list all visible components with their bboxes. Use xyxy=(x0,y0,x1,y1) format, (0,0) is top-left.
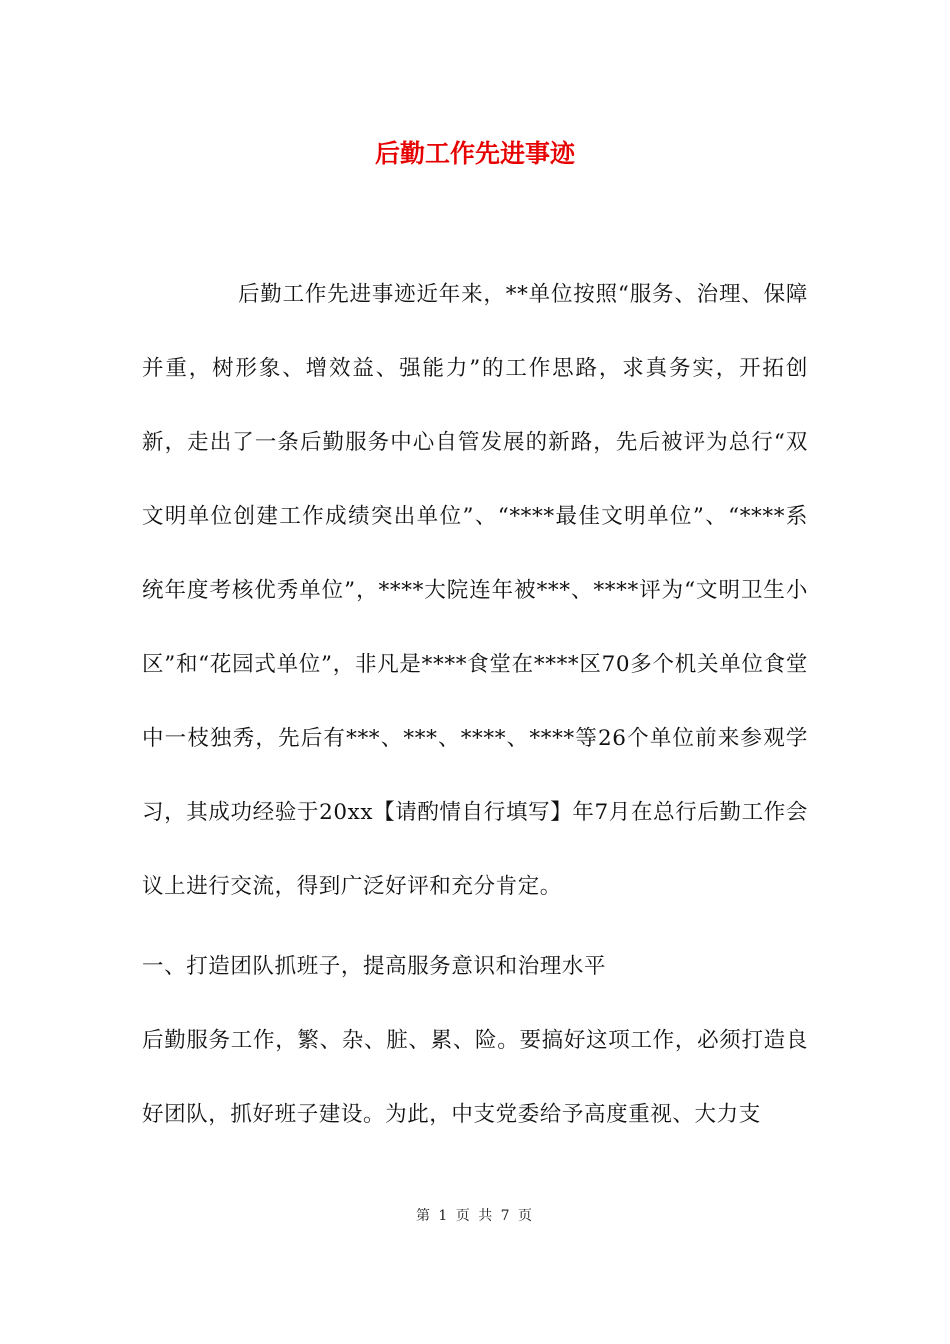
intro-paragraph: 后勤工作先进事迹近年来，**单位按照“服务、治理、保障并重，树形象、增效益、强能力”的工作思路，求真务实，开拓创新，走出了一条后勤服务中心自管发展的新路，先后被评为总行“双文明单位创建工作成绩突出单位”、“****最佳文明单位”、“****系统年度考核优秀单位”，****大院连年被***、****评为“文明卫生小区”和“花园式单位”，非凡是****食堂在****区70多个机关单位食堂中一枝独秀，先后有***、***、****、****等26个单位前来参观学习，其成功经验于20xx【请酌情自行填写】年7月在总行后勤工作会议上进行交流，得到广泛好评和充分肯定。 xyxy=(142,282,808,899)
page-number-footer: 第 1 页 共 7 页 xyxy=(415,1208,535,1224)
section-heading: 一、打造团队抓班子，提高服务意识和治理水平 xyxy=(142,954,607,979)
section-paragraph: 后勤服务工作，繁、杂、脏、累、险。要搞好这项工作，必须打造良好团队，抓好班子建设。为此，中支党委给予高度重视、大力支 xyxy=(142,1028,808,1127)
document-title: 后勤工作先进事迹 xyxy=(374,139,575,168)
